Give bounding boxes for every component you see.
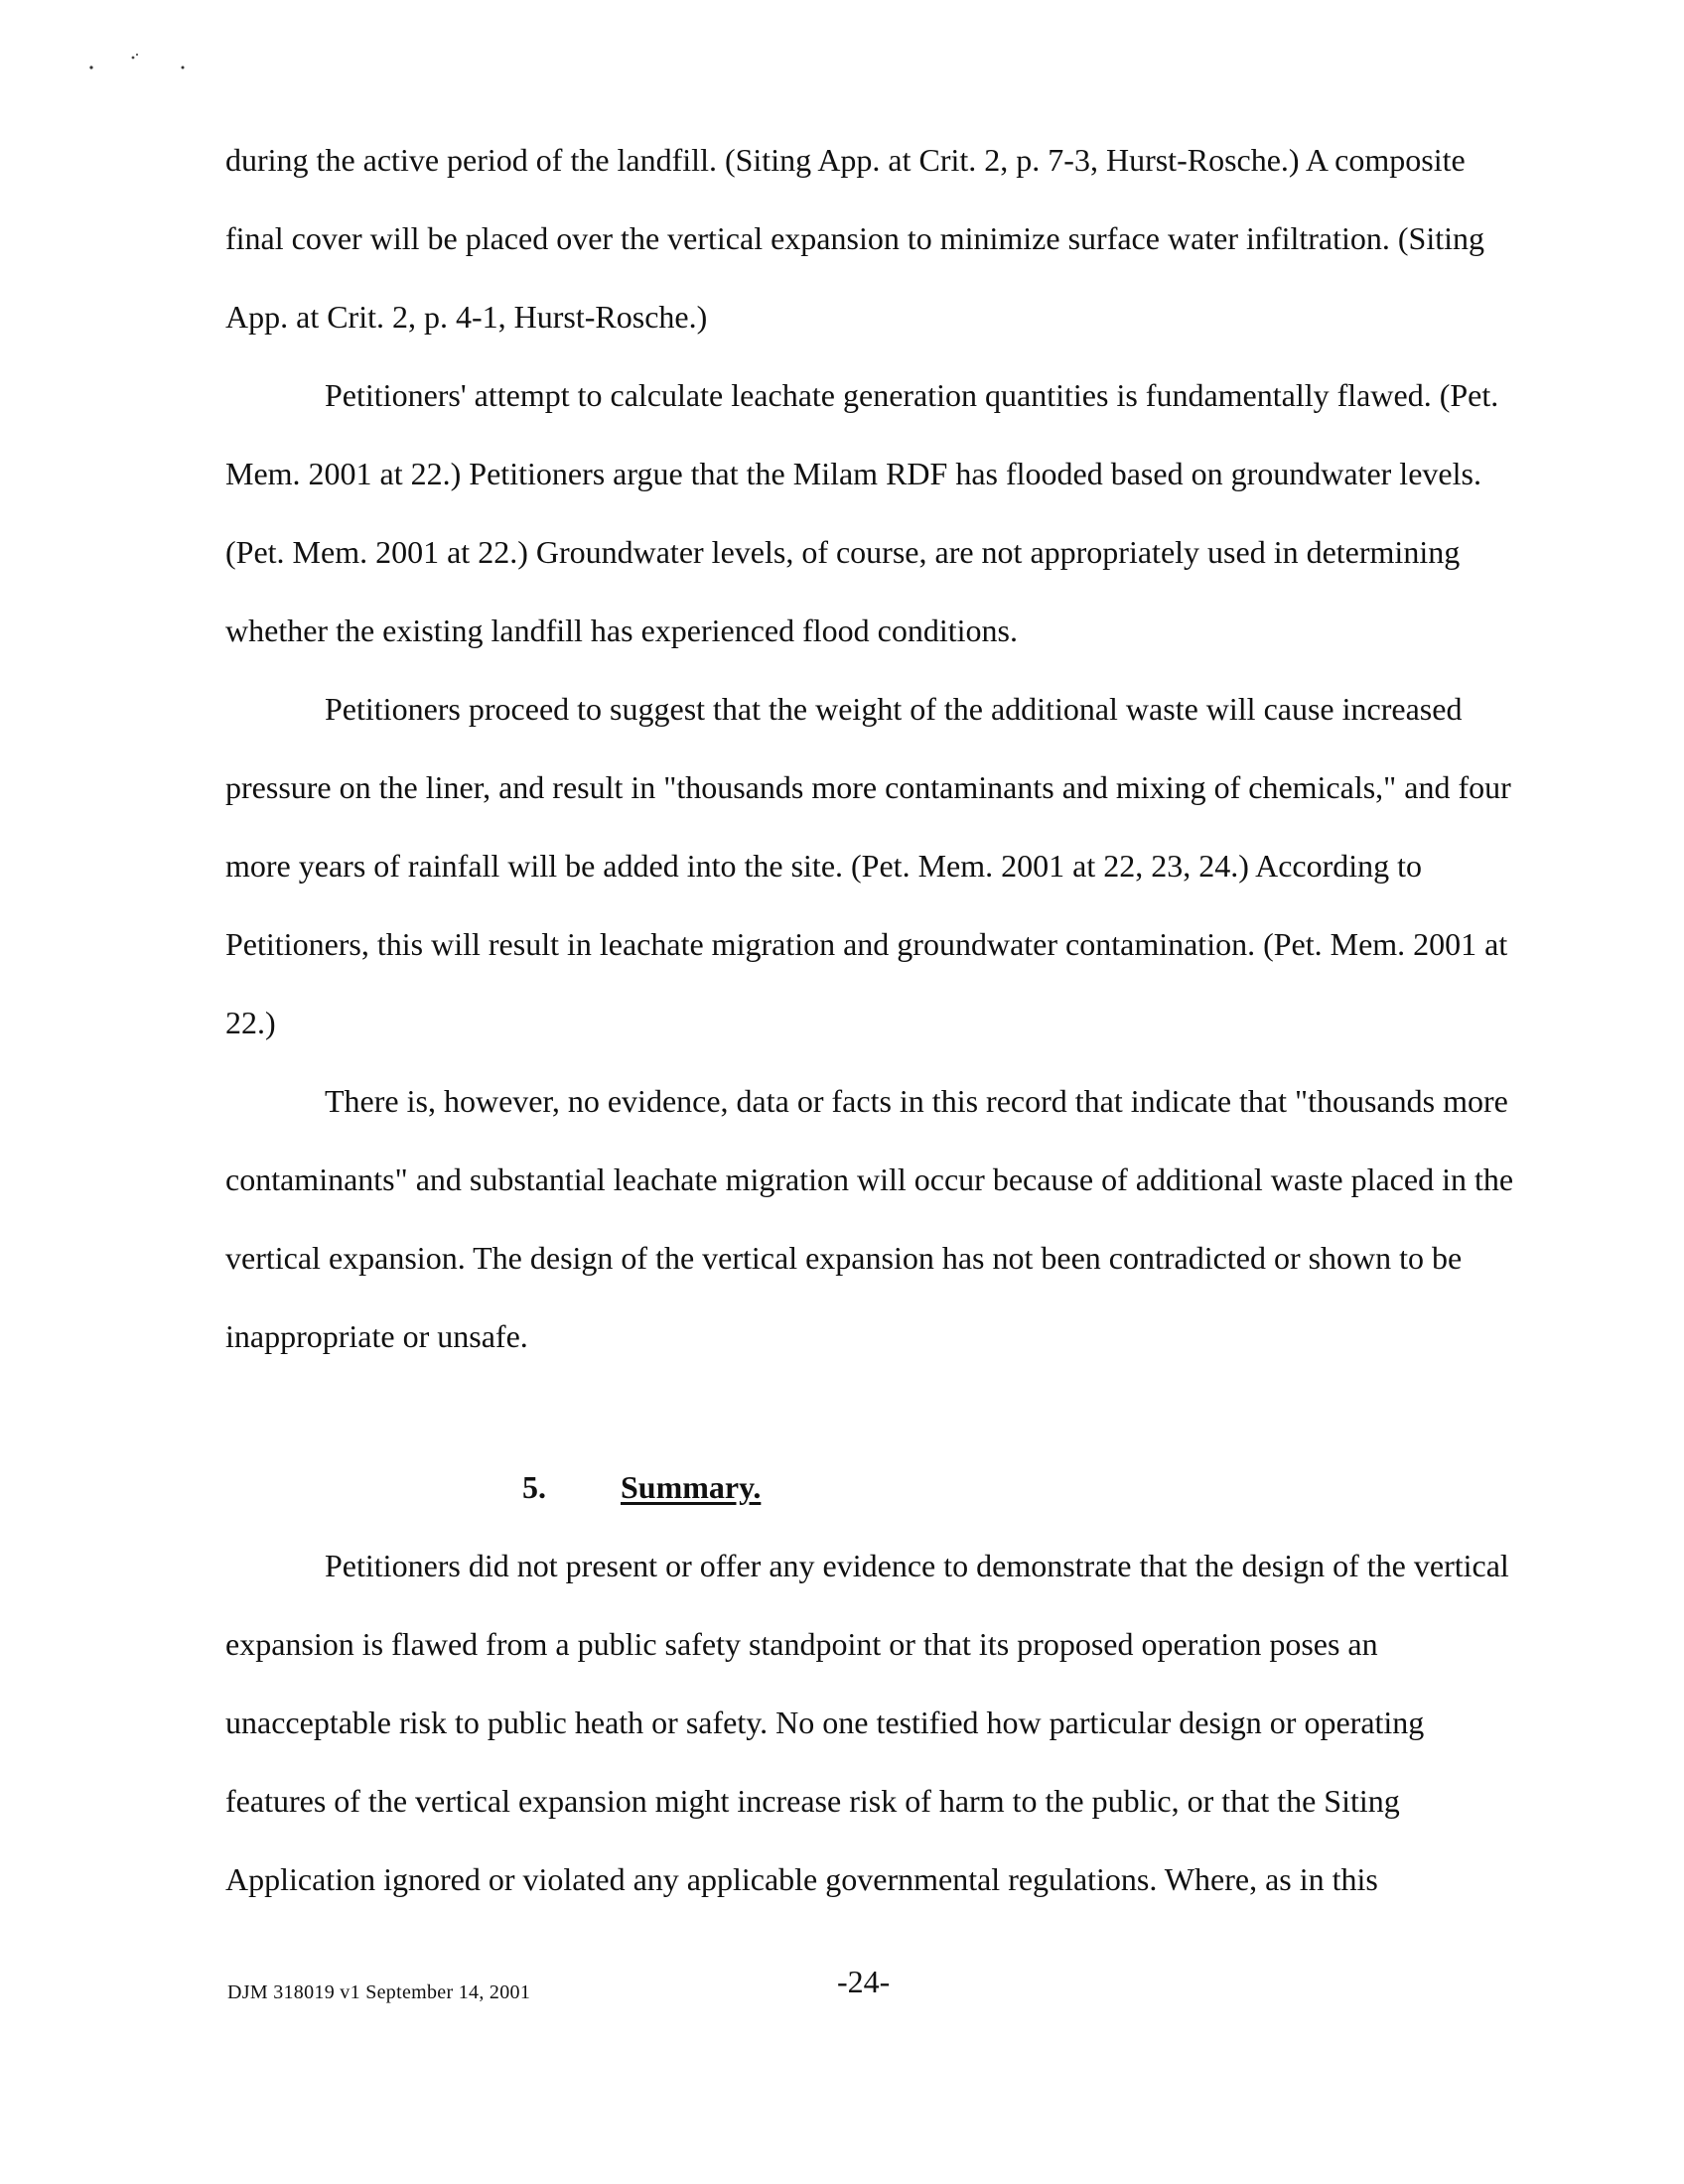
page-number: -24- xyxy=(837,1964,891,1999)
paragraph-continuation: during the active period of the landfill. (Siting App. at Crit. 2, p. 7-3, Hurst-Rosche.) A composite final cover will be placed over the vertical expansion to minimize surface water infiltration. (Siting App. at Crit. 2, p. 4-1, Hurst-Rosche.) xyxy=(225,142,1484,335)
scan-speck-marks xyxy=(87,44,197,73)
upper-text-block xyxy=(225,121,1516,1376)
section-title: Summary. xyxy=(621,1469,762,1505)
paragraph-no-evidence: There is, however, no evidence, data or facts in this record that indicate that "thousands more contaminants" and substantial leachate migration will occur because of additional waste placed in the vertical expansion. The design of the vertical expansion has not been contradicted or shown to be inappropriate or unsafe. xyxy=(225,1083,1514,1354)
footer-document-id: DJM 318019 v1 September 14, 2001 xyxy=(227,1981,531,2003)
paragraph-leachate-calculation: Petitioners' attempt to calculate leachate generation quantities is fundamentally flawed. (Pet. Mem. 2001 at 22.) Petitioners argue that the Milam RDF has flooded based on groundwater levels. (Pet. Mem. 2001 at 22.) Groundwater levels, of course, are not appropriately used in determining whether the existing landfill has experienced flood conditions. xyxy=(225,377,1499,648)
section-number: 5. xyxy=(522,1469,546,1505)
paragraph-summary: Petitioners did not present or offer any evidence to demonstrate that the design of the vertical expansion is flawed from a public safety standpoint or that its proposed operation poses an unacceptable risk to public heath or safety. No one testified how particular design or operating features of the vertical expansion might increase risk of harm to the public, or that the Siting Application ignored or violated any applicable governmental regulations. Where, as in this xyxy=(225,1548,1509,1897)
summary-text-block xyxy=(225,1527,1516,1919)
paragraph-waste-weight: Petitioners proceed to suggest that the weight of the additional waste will cause increased pressure on the liner, and result in "thousands more contaminants and mixing of chemicals," and four more years of rainfall will be added into the site. (Pet. Mem. 2001 at 22, 23, 24.) According to Petitioners, this will result in leachate migration and groundwater contamination. (Pet. Mem. 2001 at 22.) xyxy=(225,691,1511,1040)
section-heading xyxy=(522,1467,761,1507)
